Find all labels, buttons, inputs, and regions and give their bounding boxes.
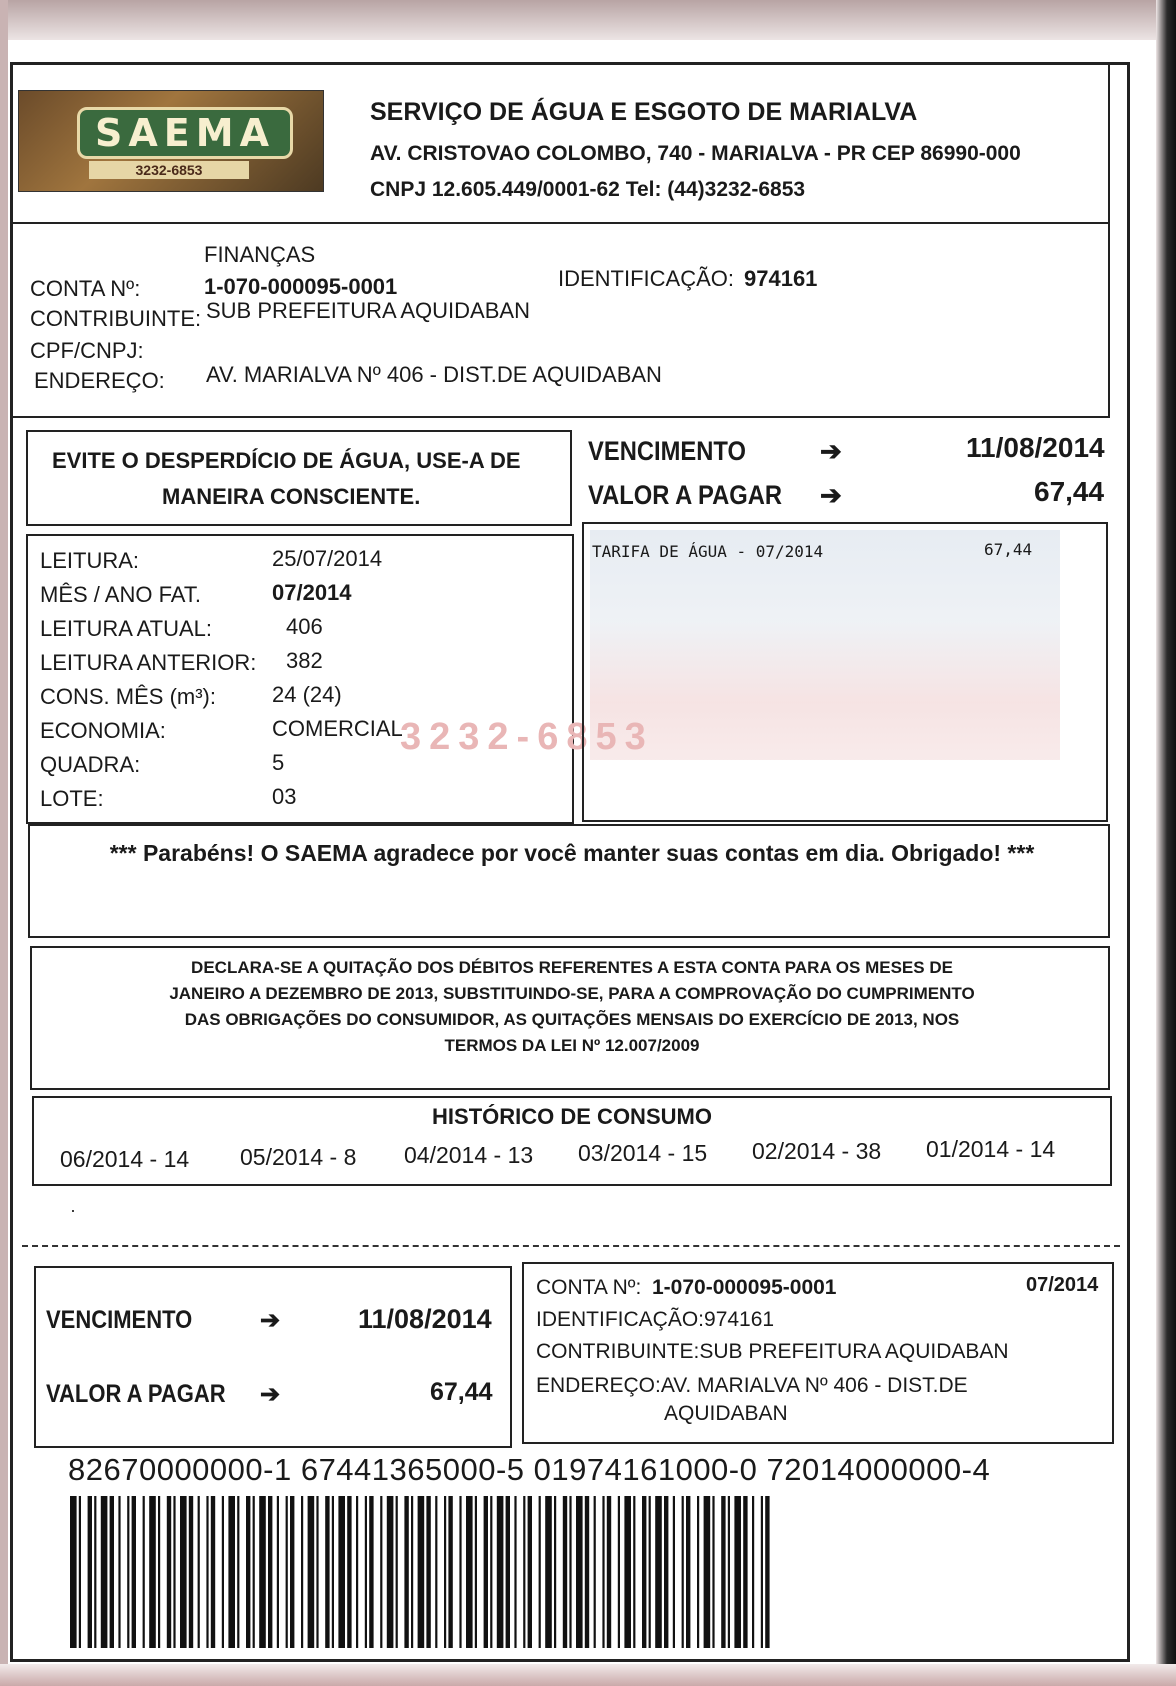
vencimento-value: 11/08/2014	[966, 432, 1105, 463]
stub-valor-arrow-icon: ➔	[260, 1381, 281, 1408]
reading-label: LEITURA ANTERIOR:	[40, 650, 257, 675]
stub-conta-value: 1-070-000095-0001	[652, 1276, 837, 1299]
history-item: 06/2014 - 14	[60, 1146, 190, 1172]
vencimento-arrow-icon: ➔	[820, 436, 842, 466]
valor-label: VALOR A PAGAR	[588, 480, 783, 510]
conta-label: CONTA Nº:	[30, 276, 141, 301]
notice-box	[26, 430, 572, 526]
stub-period: 07/2014	[1026, 1274, 1099, 1296]
vencimento-label: VENCIMENTO	[588, 436, 746, 466]
reading-box	[26, 534, 574, 824]
stub-vencimento-arrow-icon: ➔	[260, 1307, 281, 1334]
valor-arrow-icon: ➔	[820, 480, 842, 510]
declaration-line: DAS OBRIGAÇÕES DO CONSUMIDOR, AS QUITAÇÕES MENSAIS DO EXERCÍCIO DE 2013, NOS	[184, 1010, 960, 1029]
reading-value: 5	[272, 750, 285, 775]
stub-valor-label: VALOR A PAGAR	[46, 1380, 226, 1408]
reading-value: 24 (24)	[272, 682, 342, 707]
reading-label: LEITURA ATUAL:	[40, 616, 212, 641]
thank-you-message: *** Parabéns! O SAEMA agradece por você manter suas contas em dia. Obrigado! ***	[109, 840, 1035, 866]
logo-wordmark: SAEMA	[77, 107, 293, 159]
barcode-digits: 82670000000-1 67441365000-5 01974161000-0 72014000000-4	[68, 1452, 991, 1487]
stub-contribuinte: CONTRIBUINTE:SUB PREFEITURA AQUIDABAN	[536, 1340, 1009, 1363]
valor-value: 67,44	[1034, 476, 1105, 507]
barcode	[68, 1496, 772, 1648]
declaration-line: TERMOS DA LEI Nº 12.007/2009	[444, 1036, 700, 1055]
contribuinte-label: CONTRIBUINTE:	[30, 306, 202, 331]
history-item: 01/2014 - 14	[926, 1136, 1056, 1162]
reading-label: LOTE:	[40, 786, 104, 811]
conta-value: 1-070-000095-0001	[204, 274, 398, 299]
endereco-value: AV. MARIALVA Nº 406 - DIST.DE AQUIDABAN	[206, 362, 662, 387]
history-item: 02/2014 - 38	[752, 1138, 882, 1164]
reading-value: COMERCIAL	[272, 716, 403, 741]
reading-value: 07/2014	[272, 580, 352, 605]
reading-label: LEITURA:	[40, 548, 140, 573]
identificacao-label: IDENTIFICAÇÃO:	[558, 266, 735, 291]
stub-endereco-line1: ENDEREÇO:AV. MARIALVA Nº 406 - DIST.DE	[536, 1374, 968, 1397]
reading-value: 406	[286, 614, 323, 639]
scan-right-edge	[1156, 0, 1176, 1686]
scan-left-edge	[0, 0, 8, 1686]
stub-endereco-line2: AQUIDABAN	[664, 1402, 788, 1425]
stub-conta-label: CONTA Nº:	[536, 1276, 642, 1299]
declaration-line: JANEIRO A DEZEMBRO DE 2013, SUBSTITUINDO-SE, PARA A COMPROVAÇÃO DO CUMPRIMENTO	[169, 984, 975, 1003]
cpf-label: CPF/CNPJ:	[30, 338, 144, 363]
saema-logo	[18, 90, 324, 192]
scan-top-edge	[0, 0, 1176, 40]
reading-value: 03	[272, 784, 297, 809]
history-title: HISTÓRICO DE CONSUMO	[432, 1104, 712, 1129]
contribuinte-value: SUB PREFEITURA AQUIDABAN	[206, 298, 530, 323]
stub-identificacao: IDENTIFICAÇÃO:974161	[536, 1308, 775, 1331]
cut-line	[22, 1245, 1120, 1247]
stub-due-box	[34, 1266, 512, 1448]
org-name: SERVIÇO DE ÁGUA E ESGOTO DE MARIALVA	[370, 98, 918, 126]
org-cnpj: CNPJ 12.605.449/0001-62 Tel: (44)3232-6853	[370, 178, 806, 201]
notice-line1: EVITE O DESPERDÍCIO DE ÁGUA, USE-A DE	[52, 448, 521, 473]
history-item: 03/2014 - 15	[578, 1140, 708, 1166]
stub-vencimento-value: 11/08/2014	[358, 1304, 492, 1334]
reading-label: MÊS / ANO FAT.	[40, 582, 201, 607]
charges-box	[582, 522, 1108, 822]
charge-value: 67,44	[984, 540, 1033, 559]
endereco-label: ENDEREÇO:	[34, 368, 165, 393]
reading-value: 382	[286, 648, 323, 673]
watermark-phone: 3232-6853	[400, 716, 654, 758]
scan-bottom-edge	[0, 1664, 1176, 1686]
org-address: AV. CRISTOVAO COLOMBO, 740 - MARIALVA - PR CEP 86990-000	[370, 142, 1021, 165]
reading-value: 25/07/2014	[272, 546, 383, 571]
stub-valor-value: 67,44	[430, 1378, 493, 1406]
history-item: 04/2014 - 13	[404, 1142, 534, 1168]
stub-vencimento-label: VENCIMENTO	[46, 1306, 193, 1334]
charge-label: TARIFA DE ÁGUA - 07/2014	[592, 542, 824, 561]
reading-label: ECONOMIA:	[40, 718, 166, 743]
reading-label: CONS. MÊS (m³):	[40, 684, 216, 709]
declaration-line: DECLARA-SE A QUITAÇÃO DOS DÉBITOS REFERENTES A ESTA CONTA PARA OS MESES DE	[191, 958, 953, 977]
identificacao-value: 974161	[744, 266, 818, 291]
logo-phone: 3232-6853	[89, 161, 249, 179]
reading-label: QUADRA:	[40, 752, 141, 777]
stray-mark: ·	[70, 1200, 76, 1220]
notice-line2: MANEIRA CONSCIENTE.	[162, 484, 421, 509]
history-item: 05/2014 - 8	[240, 1144, 357, 1170]
customer-category: FINANÇAS	[204, 242, 316, 267]
